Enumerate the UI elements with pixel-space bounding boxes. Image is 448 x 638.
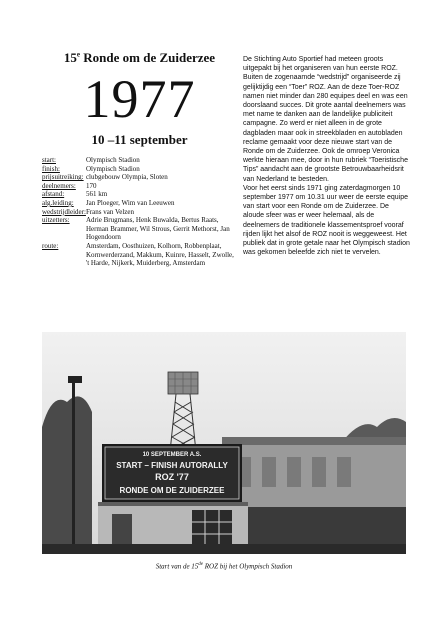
- stadium-photo: [42, 332, 406, 554]
- info-row-finish: [42, 165, 237, 174]
- info-table: [42, 156, 237, 268]
- info-value: Olympisch Stadion: [85, 156, 140, 164]
- info-row-prize: [42, 173, 237, 182]
- event-number: 15: [63, 50, 77, 65]
- info-value: Frans van Velzen: [85, 207, 135, 216]
- info-value: Jan Ploeger, Wim van Leeuwen: [85, 198, 175, 207]
- caption-ordinal: de: [198, 562, 204, 567]
- article-text: [243, 55, 411, 257]
- info-key: uitzetters:: [42, 216, 70, 225]
- info-value: Olympisch Stadion: [85, 164, 140, 173]
- event-ordinal: e: [76, 50, 81, 59]
- event-heading: [42, 50, 237, 66]
- sign-line-2: START – FINISH AUTORALLY: [116, 461, 228, 470]
- info-value: clubgebouw Olympia, Sloten: [85, 173, 168, 182]
- info-row-distance: [42, 190, 237, 199]
- info-key: alg.leiding:: [42, 198, 74, 207]
- info-key: prijsuitreiking:: [42, 173, 84, 182]
- info-value: Adrie Brugmans, Henk Buwalda, Bertus Raats, Herman Brammer, Wil Strous, Gerrit Methorst, Jan Hogendoorn: [85, 216, 230, 242]
- event-dates: 10 –11 september: [91, 132, 188, 147]
- sign-line-3: ROZ '77: [155, 472, 189, 482]
- sign-line-4: RONDE OM DE ZUIDERZEE: [119, 486, 225, 495]
- article-paragraph-1: De Stichting Auto Sportief had meteen groots uitgepakt bij het organiseren van hun eerste ROZ. Buiten de zogenaamde “wedstrijd” organiseerde zij gelijktijdig een “Toer” ROZ. Aan de deze Toer-ROZ namen niet minder dan 280 equipes deel en was een doorslaand succes. Dit grote aantal deelnemers was met name te danken aan de landelijke publiciteit campagne. Zo werd er niet alleen in de grote dagbladen maar ook in streekbladen en autobladen reclame gemaakt voor deze nieuwe start van de Ronde om de Zuiderzee. Ook de omroep Veronica werkte hieraan mee, door in hun rubriek “Toeristische Tips” aandacht aan de grootste Betrouwbaarheidsrit van Nederland te besteden.: [243, 56, 408, 183]
- caption-text: Start van de 15: [155, 562, 199, 571]
- info-row-start: [42, 156, 237, 165]
- caption-text-rest: ROZ bij het Olympisch Stadion: [203, 562, 293, 571]
- stadium-photo-illustration: [42, 332, 406, 554]
- photo-caption: [42, 562, 406, 570]
- info-key: wedstrijdleider:: [42, 207, 86, 216]
- sign-line-1: 10 SEPTEMBER A.S.: [142, 452, 202, 458]
- left-column: [42, 50, 237, 268]
- info-row-setters: [42, 216, 237, 242]
- info-key: afstand:: [42, 190, 65, 199]
- info-row-director: [42, 208, 237, 217]
- info-key: route:: [42, 241, 59, 250]
- info-row-lead: [42, 199, 237, 208]
- info-row-route: [42, 242, 237, 268]
- event-year: 1977: [83, 69, 196, 129]
- info-row-participants: [42, 182, 237, 191]
- info-key: finish:: [42, 164, 60, 173]
- info-value: 170: [85, 181, 97, 190]
- event-title: Ronde om de Zuiderzee: [80, 50, 216, 65]
- info-value: 561 km: [85, 190, 108, 199]
- info-key: start:: [42, 156, 56, 164]
- info-key: deelnemers:: [42, 181, 76, 190]
- info-value: Amsterdam, Oosthuizen, Kolhorn, Robbenplaat, Kornwerderzand, Makkum, Kuinre, Hasselt, Zwolle, 't Harde, Nijkerk, Muiderberg, Amsterdam: [85, 241, 234, 268]
- article-paragraph-2: Voor het eerst sinds 1971 ging zaterdagmorgen 10 september 1977 om 10.31 uur weer de eerste equipe van start voor een Ronde om de Zuiderzee. De aloude sfeer was er weer helemaal, als de deelnemers de traditionele klassementsproef vooraf rijden lijkt het alsof de ROZ nooit is weggeweest. Het publiek dat in grote getale naar het Olympisch stadion was gekomen beleefde zich niet te vervelen.: [243, 184, 410, 257]
